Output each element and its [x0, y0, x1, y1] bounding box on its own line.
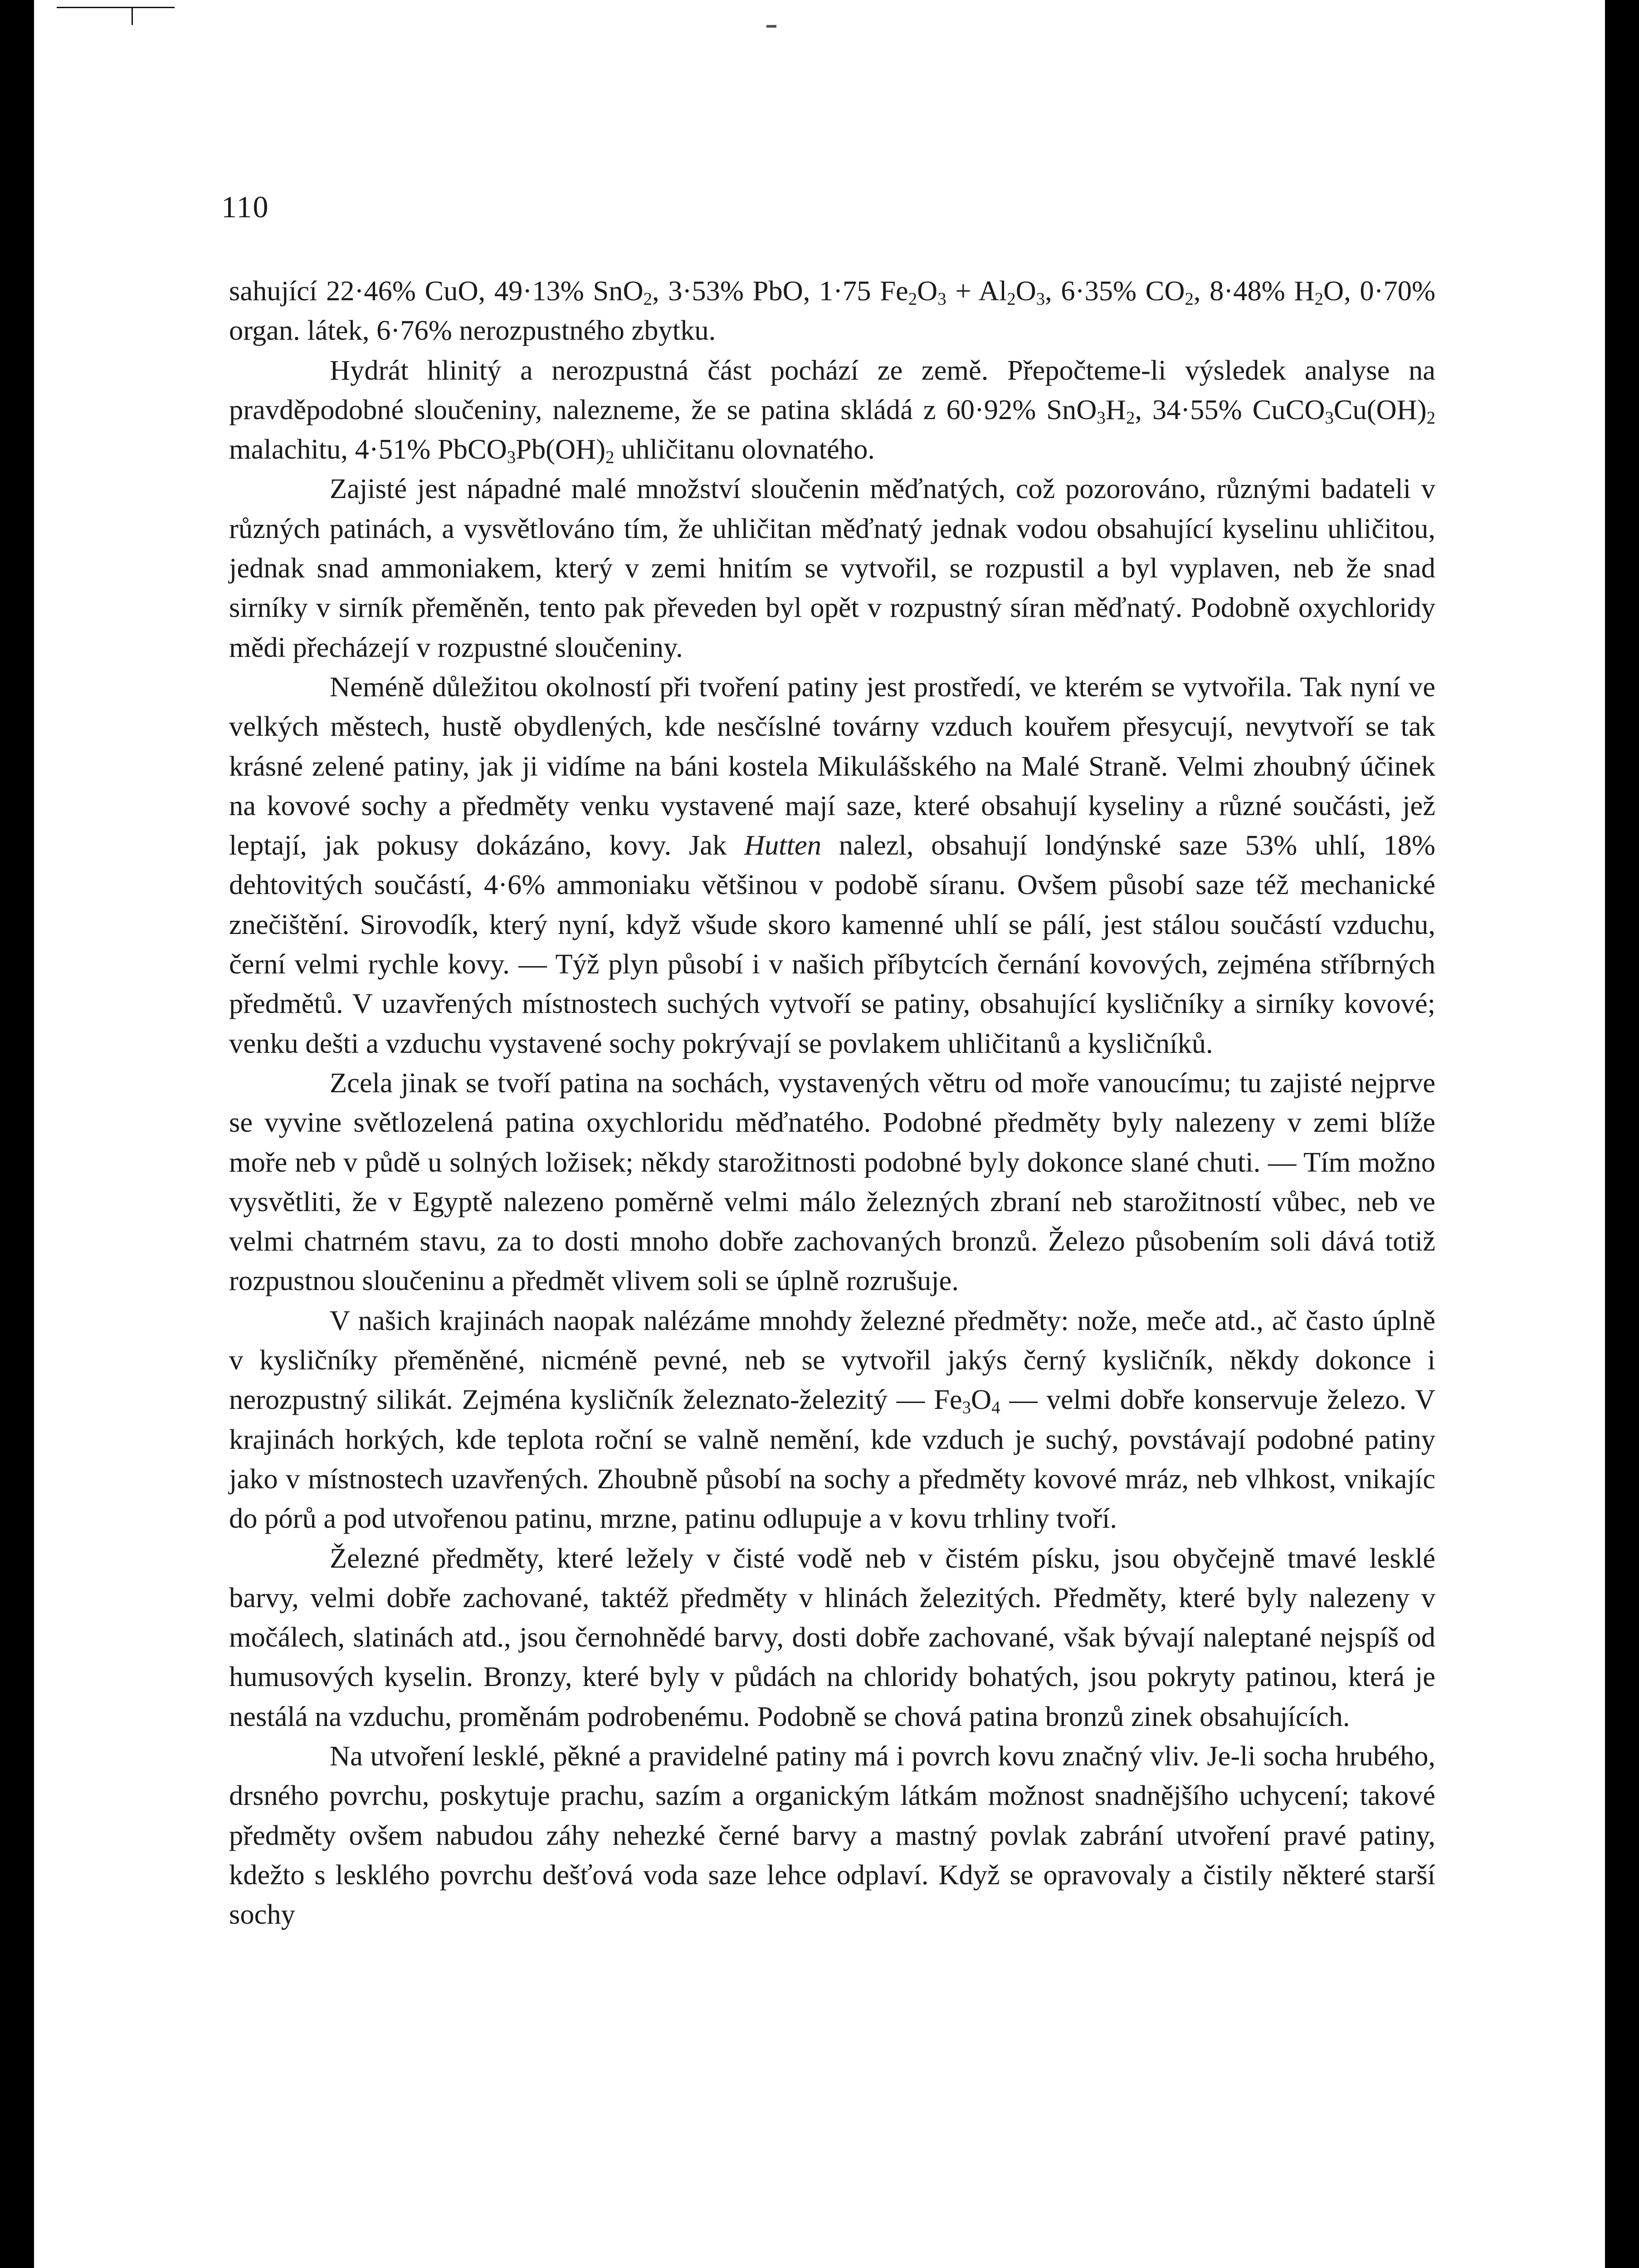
page-body: [229, 271, 1435, 1934]
paragraph-6: V našich krajinách naopak nalézáme mnohdy železné předměty: nože, meče atd., ač často úplně v kysličníky přeměněné, nicméně pevné, neb se vytvořil jakýs černý kysličník, někdy dokonce i nerozpustný silikát. Zejména kysličník železnato-železitý — $Fe_3O_4$ — velmi dobře konservuje železo. V krajinách horkých, kde teplota roční se valně nemění, kde vzduch je suchý, povstávají podobné patiny jako v místnostech uzavřených. Zhoubně působí na sochy a předměty kovové mráz, neb vlhkost, vnikajíc do pórů a pod utvořenou patinu, mrzne, patinu odlupuje a v kovu trhliny tvoří.: [229, 1304, 1435, 1535]
paragraph-5: Zcela jinak se tvoří patina na sochách, vystavených větru od moře vanoucímu; tu zajisté nejprve se vyvine světlozelená patina oxychloridu měďnatého. Podobné předměty byly nalezeny v zemi blíže moře neb v půdě u solných ložisek; někdy starožitnosti podobné byly dokonce slané chuti. — Tím možno vysvětliti, že v Egyptě nalezeno poměrně velmi málo železných zbraní neb starožitností vůbec, neb ve velmi chatrném stavu, za to dosti mnoho dobře zachovaných bronzů. Železo působením soli dává totiž rozpustnou sloučeninu a předmět vlivem soli se úplně rozrušuje.: [229, 1066, 1435, 1297]
paragraph-8: Na utvoření lesklé, pěkné a pravidelné patiny má i povrch kovu značný vliv. Je-li socha hrubého, drsného povrchu, poskytuje prachu, sazím a organickým látkám možnost snadnějšího uchycení; takové předměty ovšem nabudou záhy nehezké černé barvy a mastný povlak zabrání utvoření pravé patiny, kdežto s lesklého povrchu dešťová voda saze lehce odplaví. Když se opravovaly a čistily některé starší sochy: [229, 1740, 1435, 1931]
paragraph-4: Neméně důležitou okolností při tvoření patiny jest prostředí, ve kterém se vytvořila. Tak nyní ve velkých městech, hustě obydlených, kde nesčíslné továrny vzduch kouřem přesycují, nevytvoří se tak krásné zelené patiny, jak ji vidíme na báni kostela Mikulášského na Malé Straně. Velmi zhoubný účinek na kovové sochy a předměty venku vystavené mají saze, které obsahují kyseliny a různé součásti, jež leptají, jak pokusy dokázáno, kovy. Jak Hutten nalezl, obsahují londýnské saze 53% uhlí, 18% dehtovitých součástí, 4·6% ammoniaku většinou v podobě síranu. Ovšem působí saze též mechanické znečištění. Sirovodík, který nyní, když všude skoro kamenné uhlí se pálí, jest stálou součástí vzduchu, černí velmi rychle kovy. — Týž plyn působí i v našich příbytcích černání kovových, zejména stříbrných předmětů. V uzavřených místnostech suchých vytvoří se patiny, obsahující kysličníky a sirníky kovové; venku dešti a vzduchu vystavené sochy pokrývají se povlakem uhličitanů a kysličníků.: [229, 670, 1435, 1059]
page-number: 110: [221, 190, 269, 224]
scan-border-left: [0, 0, 34, 2268]
crop-mark: [57, 7, 175, 8]
scan-border-right: [1605, 0, 1639, 2268]
author-name: Hutten: [744, 829, 822, 861]
paragraph-1: sahující 22·46% CuO, 49·13% SnO$_2$, 3·53% PbO, 1·75 $Fe_2O_3 + Al_2O_3$, 6·35% $CO_2$, 8·48% $H_2O$, 0·70% organ. látek, 6·76% nerozpustného zbytku.: [229, 275, 1436, 347]
paragraph-3: Zajisté jest nápadné malé množství sloučenin měďnatých, což pozorováno, různými badateli v různých patinách, a vysvětlováno tím, že uhličitan měďnatý jednak vodou obsahující kyselinu uhličitou, jednak snad ammoniakem, který v zemi hnitím se vytvořil, se rozpustil a byl vyplaven, neb že snad sirníky v sirník přeměněn, tento pak převeden byl opět v rozpustný síran měďnatý. Podobně oxychloridy mědi přecházejí v rozpustné sloučeniny.: [229, 473, 1435, 663]
paragraph-7: Železné předměty, které ležely v čisté vodě neb v čistém písku, jsou obyčejně tmavé lesklé barvy, velmi dobře zachované, taktéž předměty v hlinách železitých. Předměty, které byly nalezeny v močálech, slatinách atd., jsou černohnědé barvy, dosti dobře zachované, však bývají naleptané nejspíš od humusových kyselin. Bronzy, které byly v půdách na chloridy bohatých, jsou pokryty patinou, která je nestálá na vzduchu, proměnám podrobenému. Podobně se chová patina bronzů zinek obsahujících.: [229, 1542, 1435, 1732]
crop-mark-vertical: [132, 7, 133, 25]
paragraph-2: Hydrát hlinitý a nerozpustná část pochází ze země. Přepočteme-li výsledek analyse na pravděpodobné sloučeniny, nalezneme, že se patina skládá z 60·92% $SnO_3H_2$, 34·55% $CuCO_3Cu(OH)_2$ malachitu, 4·51% $PbCO_3Pb(OH)_2$ uhličitanu olovnatého.: [229, 354, 1436, 467]
scan-speck: [766, 25, 776, 28]
